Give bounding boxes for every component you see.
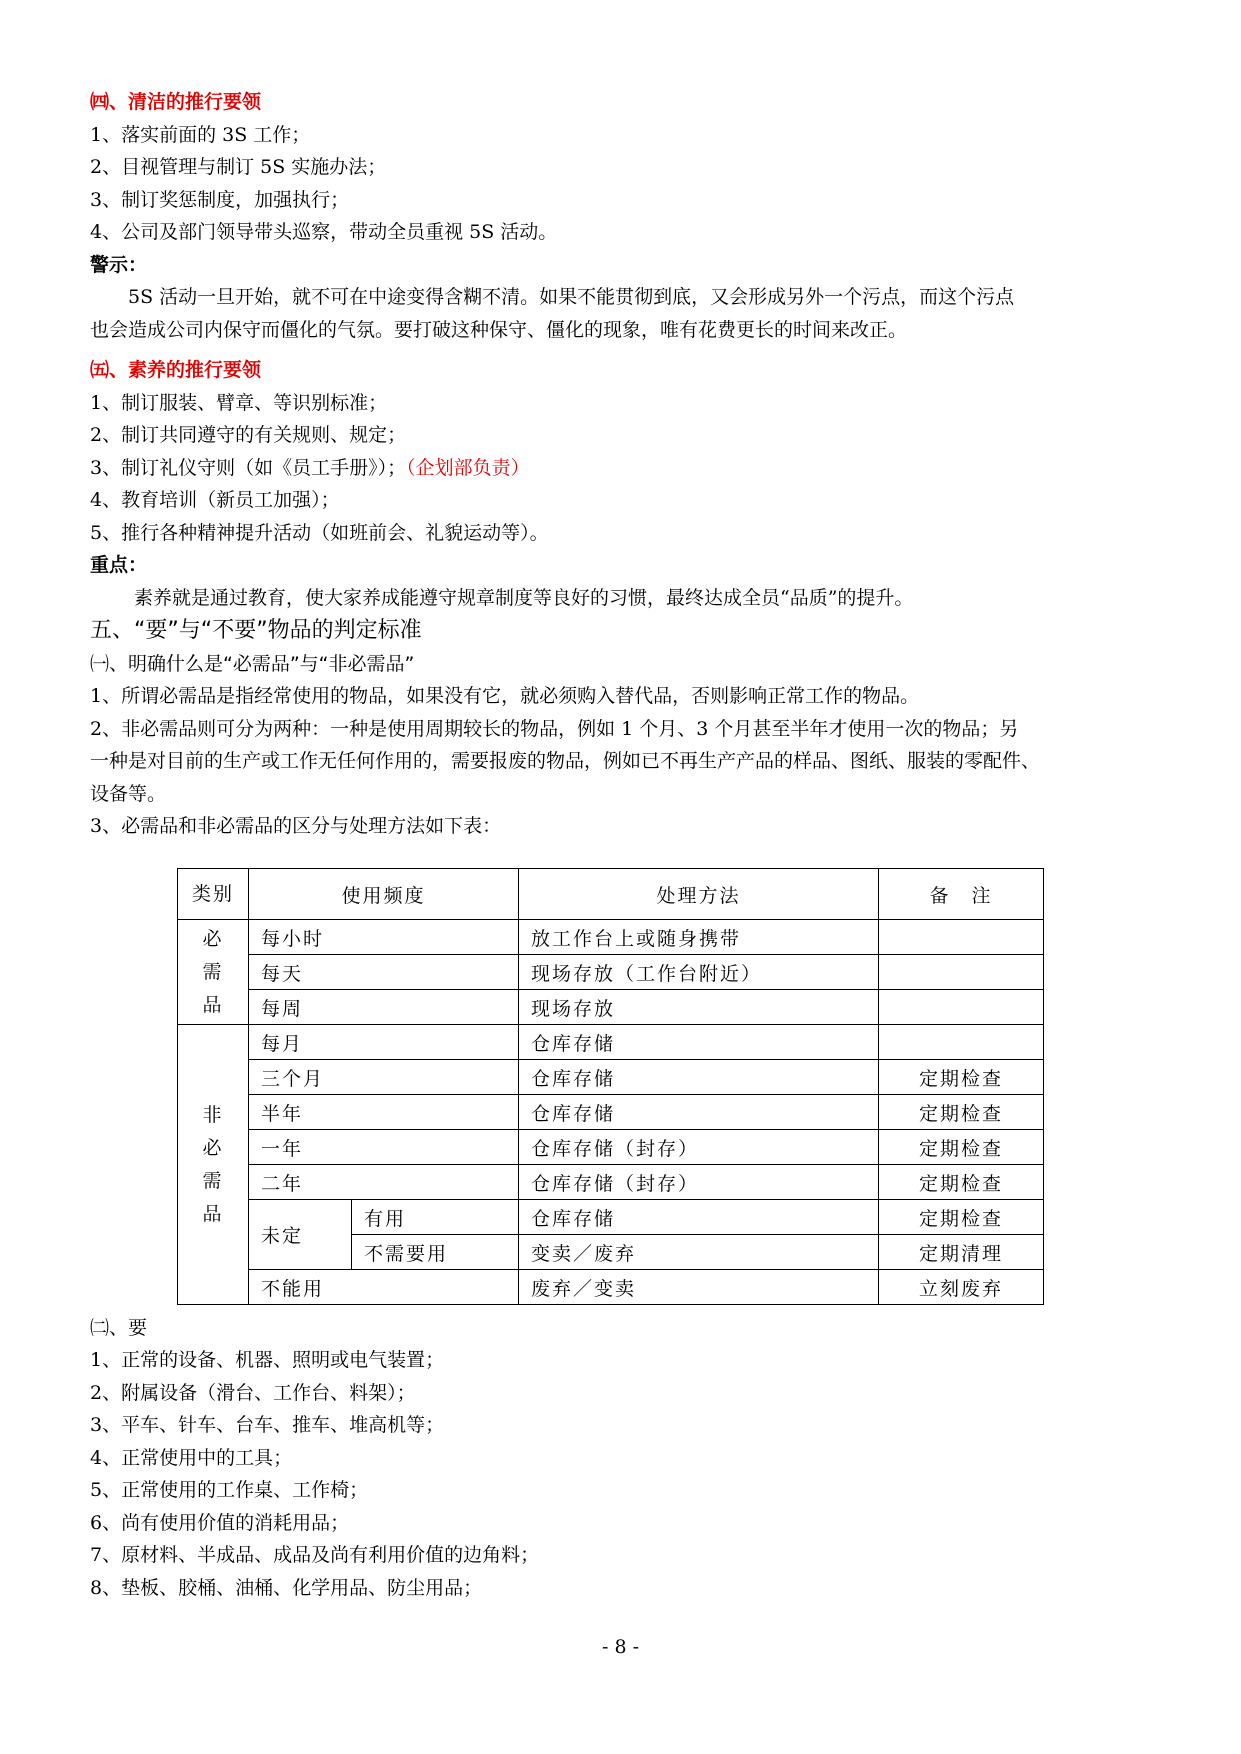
- warning-text-line2: 也会造成公司内保守而僵化的气氛。要打破这种保守、僵化的现象，唯有花费更长的时间来改正。: [90, 318, 908, 341]
- paragraph: 1、所谓必需品是指经常使用的物品，如果没有它，就必须购入替代品，否则影响正常工作的物品。: [90, 685, 920, 707]
- list-item: 3、平车、针车、台车、推车、堆高机等；: [90, 1414, 445, 1436]
- note-cell: 定期检查: [879, 1130, 1044, 1165]
- list-item-text: 3、制订礼仪守则（如《员工手册》）；: [90, 456, 407, 479]
- list-item: 5、正常使用的工作桌、工作椅；: [90, 1479, 369, 1501]
- subsection-2: [90, 1312, 1150, 1604]
- header-method: 处理方法: [519, 869, 879, 920]
- list-item: 1、正常的设备、机器、照明或电气装置；: [90, 1349, 445, 1371]
- list-item: [90, 452, 1150, 485]
- undecided-cell: 未定: [249, 1200, 352, 1270]
- key-point-label: 重点：: [90, 554, 148, 576]
- method-cell: 仓库存储（封存）: [519, 1130, 879, 1165]
- table-row: [178, 1130, 1044, 1165]
- list-item: 3、制订奖惩制度，加强执行；: [90, 188, 350, 211]
- sub-freq-cell: 不需要用: [352, 1235, 519, 1270]
- key-point-text: 素养就是通过教育，使大家养成能遵守规章制度等良好的习惯，最终达成全员“品质”的提升。: [134, 586, 914, 609]
- method-cell: 放工作台上或随身携带: [519, 920, 879, 955]
- header-category: 类别: [178, 869, 249, 920]
- note-cell: 立刻废弃: [879, 1270, 1044, 1305]
- table-row: [178, 1025, 1044, 1060]
- paragraph: 3、必需品和非必需品的区分与处理方法如下表：: [90, 815, 502, 837]
- sub-freq-cell: 有用: [352, 1200, 519, 1235]
- category-char: 品: [202, 1202, 224, 1225]
- paragraph-line: 2、非必需品则可分为两种：一种是使用周期较长的物品，例如 1 个月、3 个月甚至半年才使用一次的物品；另: [90, 717, 1019, 740]
- category-necessary: [178, 920, 249, 1025]
- table-row: [178, 955, 1044, 990]
- classification-table: [177, 868, 1044, 1305]
- warning-text-line1: 5S 活动一旦开始，就不可在中途变得含糊不清。如果不能贯彻到底，又会形成另外一个污点，而这个污点: [128, 286, 1015, 308]
- table-row: [178, 1270, 1044, 1305]
- section-5-title: ㈤、素养的推行要领: [90, 359, 262, 381]
- category-char: 品: [202, 993, 224, 1016]
- category-char: 非: [202, 1103, 224, 1126]
- note-cell: 定期检查: [879, 1095, 1044, 1130]
- method-cell: 废弃／变卖: [519, 1270, 879, 1305]
- list-item: 2、附属设备（滑台、工作台、料架）；: [90, 1381, 416, 1404]
- category-char: 需: [202, 1169, 224, 1192]
- freq-cell: 一年: [249, 1130, 519, 1165]
- paragraph-line: 一种是对目前的生产或工作无任何作用的，需要报废的物品，例如已不再生产产品的样品、图纸、服装的零配件、: [90, 750, 1041, 772]
- category-char: 需: [202, 960, 224, 983]
- header-note: 备 注: [879, 869, 1044, 920]
- freq-cell: 每小时: [249, 920, 519, 955]
- table-row: [178, 990, 1044, 1025]
- responsible-dept-note: （企划部负责）: [406, 456, 530, 479]
- list-item: 7、原材料、半成品、成品及尚有利用价值的边角料；: [90, 1544, 540, 1566]
- part-5-title: 五、“要”与“不要”物品的判定标准: [90, 618, 422, 643]
- list-item: 6、尚有使用价值的消耗用品；: [90, 1511, 350, 1534]
- freq-cell: 不能用: [249, 1270, 519, 1305]
- list-item: 5、推行各种精神提升活动（如班前会、礼貌运动等）。: [90, 521, 549, 544]
- method-cell: 仓库存储: [519, 1025, 879, 1060]
- section-4-title: ㈣、清洁的推行要领: [90, 91, 262, 113]
- table-row: [178, 1060, 1044, 1095]
- method-cell: 现场存放（工作台附近）: [519, 955, 879, 990]
- table-header-row: [178, 869, 1044, 920]
- note-cell: 定期检查: [879, 1060, 1044, 1095]
- freq-cell: 每月: [249, 1025, 519, 1060]
- table-row: [178, 1165, 1044, 1200]
- note-cell: 定期检查: [879, 1200, 1044, 1235]
- list-item: 2、制订共同遵守的有关规则、规定；: [90, 424, 407, 446]
- note-cell: [879, 990, 1044, 1025]
- method-cell: 仓库存储（封存）: [519, 1165, 879, 1200]
- note-cell: 定期检查: [879, 1165, 1044, 1200]
- subsection-1-title: ㈠、明确什么是“必需品”与“非必需品”: [90, 653, 415, 675]
- freq-cell: 每周: [249, 990, 519, 1025]
- category-char: 必: [202, 1136, 224, 1159]
- paragraph-line: 设备等。: [90, 782, 167, 805]
- freq-cell: 二年: [249, 1165, 519, 1200]
- category-char: 必: [202, 927, 224, 950]
- table-row: [178, 1095, 1044, 1130]
- table-row: [178, 920, 1044, 955]
- method-cell: 仓库存储: [519, 1200, 879, 1235]
- list-item: 4、公司及部门领导带头巡察，带动全员重视 5S 活动。: [90, 221, 558, 243]
- warning-label: 警示：: [90, 253, 148, 276]
- note-cell: 定期清理: [879, 1235, 1044, 1270]
- list-item: 1、落实前面的 3S 工作；: [90, 123, 311, 146]
- list-item: 2、目视管理与制订 5S 实施办法；: [90, 156, 387, 178]
- header-frequency: 使用频度: [249, 869, 519, 920]
- method-cell: 仓库存储: [519, 1095, 879, 1130]
- freq-cell: 三个月: [249, 1060, 519, 1095]
- method-cell: 变卖／废弃: [519, 1235, 879, 1270]
- page-number: - 8 -: [601, 1636, 639, 1658]
- note-cell: [879, 955, 1044, 990]
- document-page: [90, 86, 1150, 843]
- method-cell: 现场存放: [519, 990, 879, 1025]
- table-row: [178, 1200, 1044, 1235]
- list-item: 4、教育培训（新员工加强）；: [90, 489, 340, 511]
- freq-cell: 半年: [249, 1095, 519, 1130]
- subsection-2-title: ㈡、要: [90, 1317, 148, 1339]
- method-cell: 仓库存储: [519, 1060, 879, 1095]
- freq-cell: 每天: [249, 955, 519, 990]
- list-item: 4、正常使用中的工具；: [90, 1446, 293, 1469]
- note-cell: [879, 920, 1044, 955]
- list-item: 1、制订服装、臂章、等识别标准；: [90, 391, 388, 414]
- list-item: 8、垫板、胶桶、油桶、化学用品、防尘用品；: [90, 1576, 483, 1599]
- note-cell: [879, 1025, 1044, 1060]
- category-non-necessary: [178, 1025, 249, 1305]
